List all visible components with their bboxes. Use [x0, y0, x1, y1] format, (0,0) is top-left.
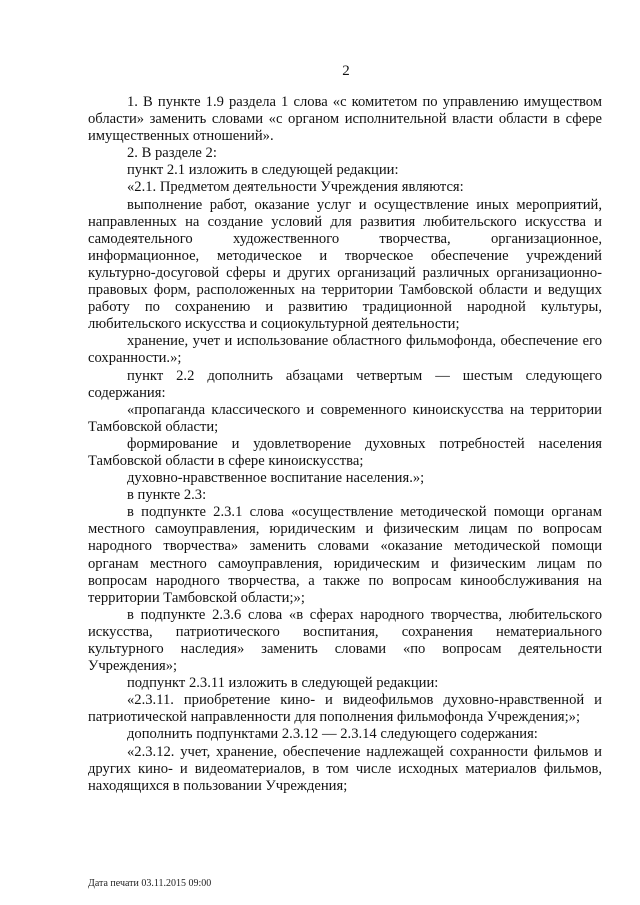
page-number: 2	[342, 63, 350, 79]
paragraph-propaganda: «пропаганда классического и современного киноискусства на территории Тамбовской области;	[88, 401, 602, 435]
print-date-footer: Дата печати 03.11.2015 09:00	[88, 878, 212, 889]
paragraph-subpoint-2-3-11-text: «2.3.11. приобретение кино- и видеофильмов духовно-нравственной и патриотической направленности для пополнения фильмофонда Учреждения;»;	[88, 692, 602, 726]
paragraph-moral-education: духовно-нравственное воспитание населения.»;	[127, 470, 425, 487]
paragraph-section-2: 2. В разделе 2:	[127, 145, 217, 162]
paragraph-item-1-9: 1. В пункте 1.9 раздела 1 слова «с комитетом по управлению имуществом области» заменить словами «с органом исполнительной власти области в сфере имущественных отношений».	[88, 94, 602, 145]
paragraph-subpoint-2-3-1: в подпункте 2.3.1 слова «осуществление методической помощи органам местного самоуправления, юридическим и физическим лицам по вопросам народного творчества» заменить словами «оказание методической помощи органам местного самоуправления, юридическим и физическим лицам по вопросам народного творчества, а также по вопросам кинообслуживания на территории Тамбовской области;»;	[88, 504, 602, 606]
paragraph-subject-works: выполнение работ, оказание услуг и осуществление иных мероприятий, направленных на создание условий для развития любительского искусства и самодеятельного художественного творчества, организационное, информационное, методическое и творческое обеспечение учреждений культурно-досуговой сферы и других организаций различных организационно-правовых форм, расположенных на территории Тамбовской области и ведущих работу по сохранению и развитию традиционной народной культуры, любительского искусства и социокультурной деятельности;	[88, 196, 602, 333]
document-body	[88, 94, 602, 795]
paragraph-point-2-1: пункт 2.1 изложить в следующей редакции:	[127, 162, 399, 179]
paragraph-subpoint-2-3-12: «2.3.12. учет, хранение, обеспечение надлежащей сохранности фильмов и других кино- и видеоматериалов, в том числе исходных материалов фильмов, находящихся в пользовании Учреждения;	[88, 743, 602, 794]
paragraph-film-fund: хранение, учет и использование областного фильмофонда, обеспечение его сохранности.»;	[88, 333, 602, 367]
paragraph-point-2-2: пункт 2.2 дополнить абзацами четвертым — шестым следующего содержания:	[88, 367, 602, 401]
paragraph-add-subpoints: дополнить подпунктами 2.3.12 — 2.3.14 следующего содержания:	[127, 726, 538, 743]
paragraph-subject-heading: «2.1. Предметом деятельности Учреждения являются:	[127, 179, 464, 196]
paragraph-subpoint-2-3-6: в подпункте 2.3.6 слова «в сферах народного творчества, любительского искусства, патриотического воспитания, сохранения нематериального культурного наследия» заменить словами «по вопросам деятельности Учреждения»;	[88, 606, 602, 675]
paragraph-spiritual-needs: формирование и удовлетворение духовных потребностей населения Тамбовской области в сфере киноискусства;	[88, 435, 602, 469]
paragraph-subpoint-2-3-11: подпункт 2.3.11 изложить в следующей редакции:	[127, 675, 439, 692]
paragraph-point-2-3: в пункте 2.3:	[127, 487, 207, 504]
